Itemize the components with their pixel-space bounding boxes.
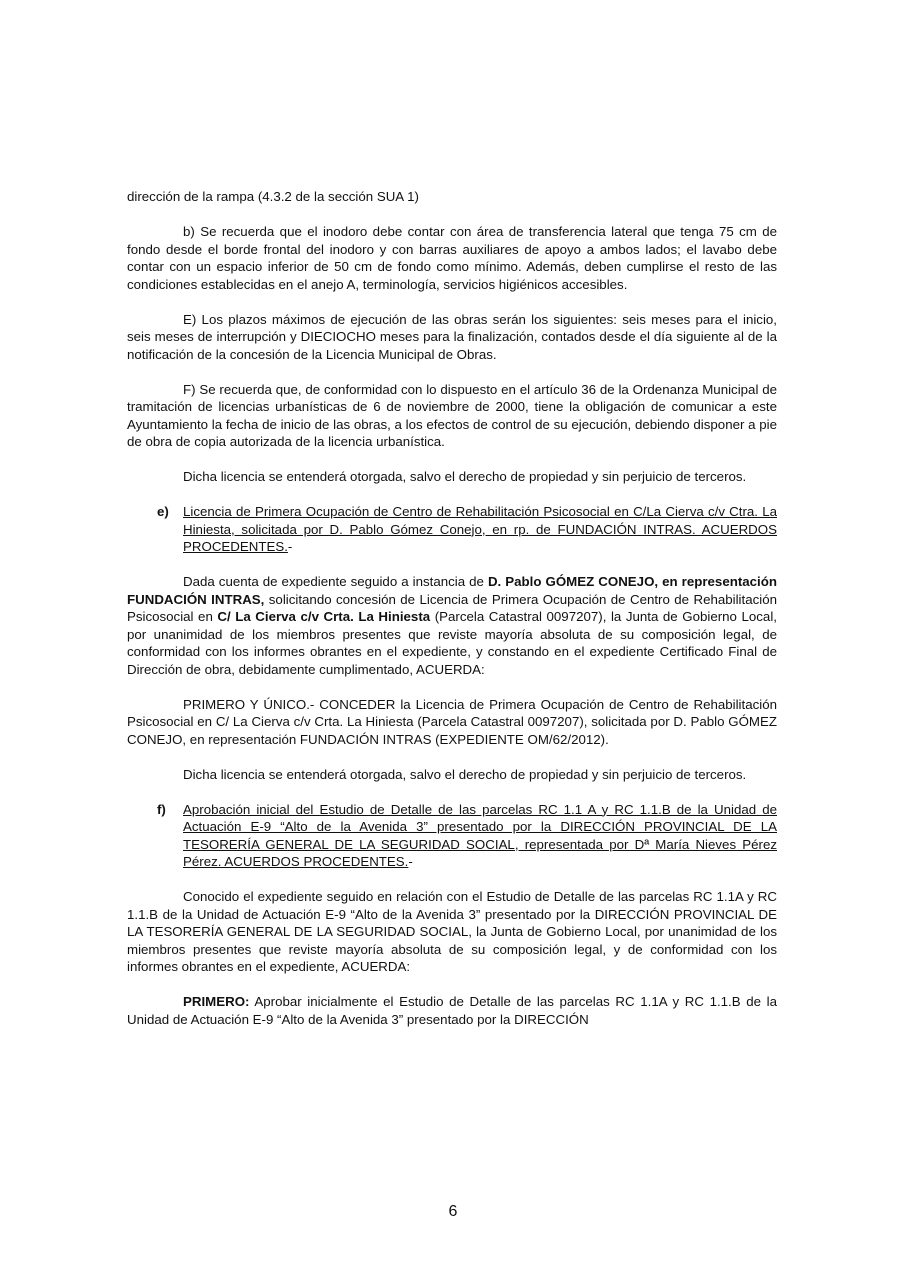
page-number: 6 xyxy=(448,1203,458,1220)
list-item-f-aprobacion xyxy=(127,801,777,871)
text-run: PRIMERO Y ÚNICO.- CONCEDER la Licencia de Primera Ocupación de Centro de Rehabilitación Psicosocial en C/ La Cierva c/v Crta. La Hiniesta (Parcela Catastral 0097207), solicitada por D. Pablo GÓMEZ CONEJO, en representación FUNDACIÓN INTRAS (EXPEDIENTE OM/62/2012). xyxy=(127,696,777,747)
text-run: Dada cuenta de expediente seguido a instancia de xyxy=(183,574,488,589)
text-run: (Parcela Catastral 0097207), la Junta de Gobierno Local, por unanimidad de los miembros presentes que reviste mayoría absoluta de su composición legal, de conformidad con los informes obrantes en el expediente, y constando en el expediente Certificado Final de Dirección de obra, debidamente cumplimentado, ACUERDA: xyxy=(127,609,777,677)
paragraph-primero-aprobar xyxy=(127,993,777,1028)
text-run: D. Pablo GÓMEZ CONEJO, en representación FUNDACIÓN INTRAS, xyxy=(127,574,777,607)
text-run: PRIMERO: xyxy=(183,994,250,1009)
document-body xyxy=(127,188,777,1046)
paragraph-dicha-licencia-2 xyxy=(127,766,777,784)
text-run: b) Se recuerda que el inodoro debe contar con área de transferencia lateral que tenga 75 cm de fondo desde el borde frontal del inodoro y con barras auxiliares de apoyo a ambos lados; el lavabo debe contar con un espacio inferior de 50 cm de fondo como mínimo. Además, deben cumplirse el resto de las condiciones establecidas en el anejo A, terminología, servicios higiénicos accesibles. xyxy=(127,224,777,292)
list-marker: f) xyxy=(157,801,166,817)
text-run: Aprobar inicialmente el Estudio de Detalle de las parcelas RC 1.1A y RC 1.1.B de la Unidad de Actuación E-9 “Alto de la Avenida 3” presentado por la DIRECCIÓN xyxy=(127,994,777,1027)
text-run: Aprobación inicial del Estudio de Detalle de las parcelas RC 1.1 A y RC 1.1.B de la Unidad de Actuación E-9 “Alto de la Avenida 3” presentado por la DIRECCIÓN PROVINCIAL DE LA TESORERÍA GENERAL DE LA SEGURIDAD SOCIAL, representada por Dª María Nieves Pérez Pérez. ACUERDOS PROCEDENTES. xyxy=(183,801,777,869)
text-run: solicitando concesión de Licencia de Primera Ocupación de Centro de Rehabilitación Psicosocial en xyxy=(127,591,777,624)
list-marker: e) xyxy=(157,504,169,519)
list-item-e-licencia xyxy=(127,503,777,556)
text-run: Conocido el expediente seguido en relación con el Estudio de Detalle de las parcelas RC 1.1A y RC 1.1.B de la Unidad de Actuación E-9 “Alto de la Avenida 3” presentado por la DIRECCIÓN PROVINCIAL DE LA TESORERÍA GENERAL DE LA SEGURIDAD SOCIAL, la Junta de Gobierno Local, por unanimidad de los miembros presentes que reviste mayoría absoluta de su composición legal, y de conformidad con los informes obrantes en el expediente, ACUERDA: xyxy=(127,889,777,974)
text-run: Licencia de Primera Ocupación de Centro de Rehabilitación Psicosocial en C/La Cierva c/v Ctra. La Hiniesta, solicitada por D. Pablo Gómez Conejo, en rp. de FUNDACIÓN INTRAS. ACUERDOS PROCEDENTES. xyxy=(183,504,777,554)
text-run: - xyxy=(408,854,413,869)
text-run: E) Los plazos máximos de ejecución de las obras serán los siguientes: seis meses para el inicio, seis meses de interrupción y DIECIOCHO meses para la finalización, contados desde el día siguiente al de la notificación de la concesión de la Licencia Municipal de Obras. xyxy=(127,311,777,362)
paragraph-conocido-expediente xyxy=(127,888,777,976)
text-run: dirección de la rampa (4.3.2 de la sección SUA 1) xyxy=(127,189,419,204)
text-run: - xyxy=(287,539,293,554)
text-run: F) Se recuerda que, de conformidad con lo dispuesto en el artículo 36 de la Ordenanza Municipal de tramitación de licencias urbanísticas de 6 de noviembre de 2000, tiene la obligación de comunicar a este Ayuntamiento la fecha de inicio de las obras, a los efectos de control de su ejecución, debiendo disponer a pie de obra de copia autorizada de la licencia urbanística. xyxy=(127,381,777,449)
paragraph-e-plazos xyxy=(127,311,777,364)
paragraph-rampa xyxy=(127,188,777,206)
paragraph-dada-cuenta xyxy=(127,573,777,678)
paragraph-b-inodoro xyxy=(127,223,777,293)
paragraph-f-ordenanza xyxy=(127,381,777,451)
paragraph-dicha-licencia-1 xyxy=(127,468,777,486)
text-run: Dicha licencia se entenderá otorgada, salvo el derecho de propiedad y sin perjuicio de terceros. xyxy=(183,766,747,782)
text-run: C/ La Cierva c/v Crta. La Hiniesta xyxy=(217,609,431,624)
paragraph-primero-unico xyxy=(127,696,777,749)
page-footer xyxy=(0,1202,906,1222)
text-run: Dicha licencia se entenderá otorgada, salvo el derecho de propiedad y sin perjuicio de terceros. xyxy=(183,469,747,484)
